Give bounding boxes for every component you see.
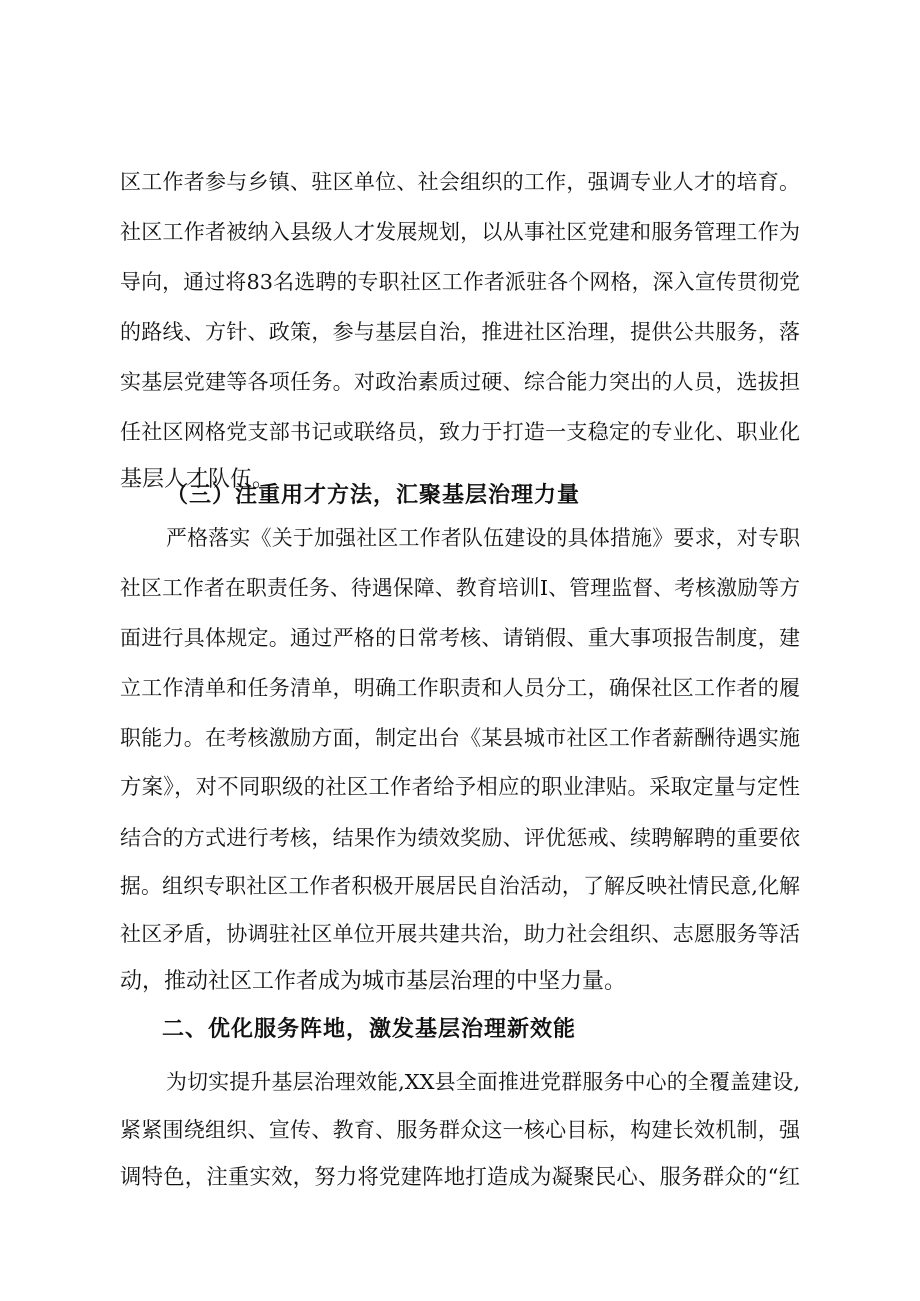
paragraph-3-line-2: 紧紧围绕组织、宣传、教育、服务群众这一核心目标，构建长效机制，强 xyxy=(120,1117,800,1142)
paragraph-2-line-10: 动，推动社区工作者成为城市基层治理的中坚力量。 xyxy=(120,969,627,994)
paragraph-1-line-3: 导向，通过将83名选聘的专职社区工作者派驻各个网格，深入宣传贯彻党 xyxy=(120,270,800,294)
paragraph-2-line-8: 据。组织专职社区工作者积极开展居民自治活动，了解反映社情民意,化解 xyxy=(120,874,800,898)
paragraph-3-line-3: 调特色，注重实效，努力将党建阵地打造成为凝聚民心、服务群众的“红 xyxy=(120,1165,800,1190)
paragraph-1-line-4: 的路线、方针、政策，参与基层自治，推进社区治理，提供公共服务，落 xyxy=(120,319,800,344)
paragraph-2-line-1: 严格落实《关于加强社区工作者队伍建设的具体措施》要求，对专职 xyxy=(166,526,800,550)
paragraph-1-line-7: 基层人才队伍。 xyxy=(120,467,275,492)
paragraph-1-line-6: 任社区网格党支部书记或联络员，致力于打造一支稳定的专业化、职业化 xyxy=(120,419,800,444)
paragraph-2-line-4: 立工作清单和任务清单，明确工作职责和人员分工，确保社区工作者的履 xyxy=(120,675,800,700)
paragraph-2-line-7: 结合的方式进行考核，结果作为绩效奖励、评优惩戒、续聘解聘的重要依 xyxy=(120,825,800,850)
paragraph-1-line-2: 社区工作者被纳入县级人才发展规划，以从事社区党建和服务管理工作为 xyxy=(120,219,800,244)
paragraph-2-line-2: 社区工作者在职责任务、待遇保障、教育培训I、管理监督、考核激励等方 xyxy=(120,576,800,600)
paragraph-2-line-3: 面进行具体规定。通过严格的日常考核、请销假、重大事项报告制度，建 xyxy=(120,625,800,650)
subsection-heading: （三）注重用才方法，汇聚基层治理力量 xyxy=(166,483,581,508)
paragraph-2-line-9: 社区矛盾，协调驻社区单位开展共建共治，助力社会组织、志愿服务等活 xyxy=(120,921,800,946)
paragraph-1-line-5: 实基层党建等各项任务。对政治素质过硬、综合能力突出的人员，选拔担 xyxy=(120,369,800,394)
paragraph-3-line-1: 为切实提升基层治理效能,XX县全面推进党群服务中心的全覆盖建设, xyxy=(166,1070,800,1094)
paragraph-2-line-6: 方案》，对不同职级的社区工作者给予相应的职业津贴。采取定量与定性 xyxy=(120,775,800,800)
section-heading: 二、优化服务阵地，激发基层治理新效能 xyxy=(162,1017,577,1042)
paragraph-2-line-5: 职能力。在考核激励方面，制定出台《某县城市社区工作者薪酬待遇实施 xyxy=(120,725,800,750)
paragraph-1-line-1: 区工作者参与乡镇、驻区单位、社会组织的工作，强调专业人才的培育。 xyxy=(120,169,800,194)
